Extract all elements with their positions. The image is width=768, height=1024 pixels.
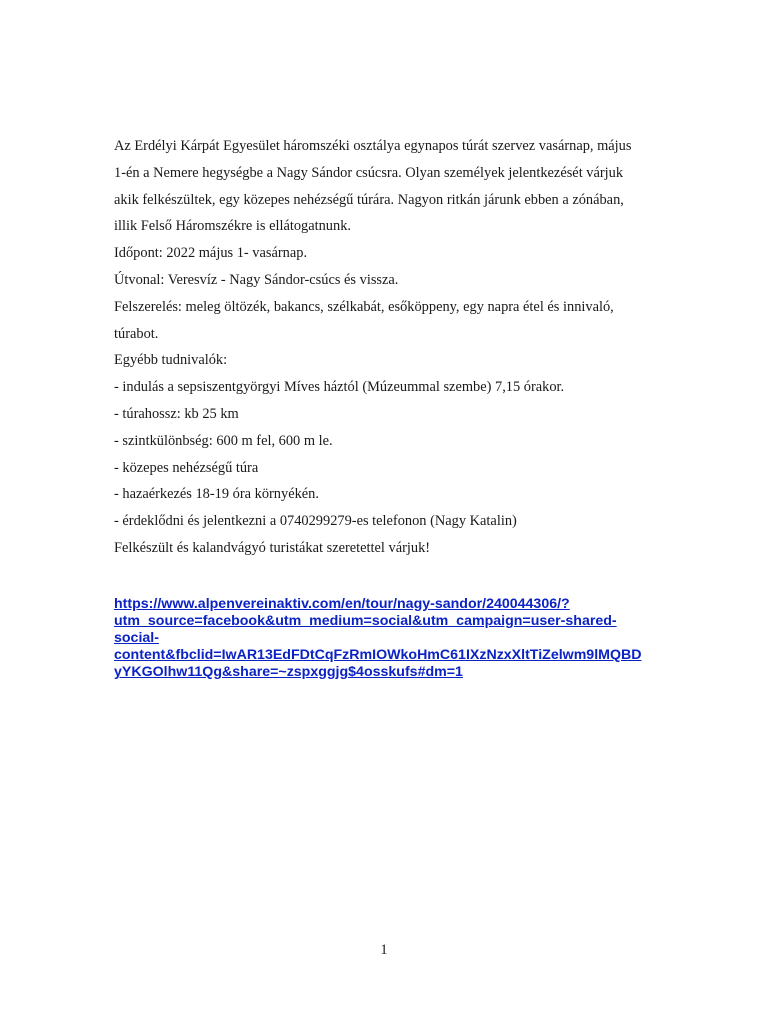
- intro-line: akik felkészültek, egy közepes nehézségű túrára. Nagyon ritkán járunk ebben a zónában,: [114, 191, 624, 208]
- tour-link-line[interactable]: https://www.alpenvereinaktiv.com/en/tour/nagy-sandor/240044306/?: [114, 596, 570, 612]
- tour-link-line[interactable]: utm_source=facebook&utm_medium=social&utm_campaign=user-shared-: [114, 613, 617, 629]
- info-item-contact: - érdeklődni és jelentkezni a 0740299279-es telefonon (Nagy Katalin): [114, 513, 517, 530]
- tour-link-line[interactable]: yYKGOlhw11Qg&share=~zspxggjg$4osskufs#dm=1: [114, 664, 463, 680]
- equipment-line: túrabot.: [114, 325, 159, 342]
- info-item-return: - hazaérkezés 18-19 óra környékén.: [114, 486, 319, 503]
- equipment-paragraph: [114, 294, 664, 348]
- intro-line: Az Erdélyi Kárpát Egyesület háromszéki osztálya egynapos túrát szervez vasárnap, május: [114, 138, 632, 154]
- body-text: [114, 133, 664, 562]
- page-number: 1: [380, 942, 388, 958]
- closing-line: Felkészült és kalandvágyó turistákat szeretettel várjuk!: [114, 539, 431, 556]
- date-line: Időpont: 2022 május 1- vasárnap.: [114, 245, 308, 262]
- info-item-elevation: - szintkülönbség: 600 m fel, 600 m le.: [114, 432, 333, 449]
- tour-link-line[interactable]: content&fbclid=IwAR13EdFDtCqFzRmIOWkoHmC61IXzNzxXltTiZelwm9lMQBD: [114, 647, 642, 663]
- info-item-departure: - indulás a sepsiszentgyörgyi Míves háztól (Múzeummal szembe) 7,15 órakor.: [114, 379, 565, 396]
- intro-paragraph: [114, 133, 664, 240]
- tour-link-line[interactable]: social-: [114, 630, 159, 646]
- equipment-line: Felszerelés: meleg öltözék, bakancs, szélkabát, esőköppeny, egy napra étel és innivaló,: [114, 298, 614, 315]
- info-item-length: - túrahossz: kb 25 km: [114, 405, 239, 422]
- route-line: Útvonal: Veresvíz - Nagy Sándor-csúcs és vissza.: [114, 271, 399, 288]
- intro-line: 1-én a Nemere hegységbe a Nagy Sándor csúcsra. Olyan személyek jelentkezését várjuk: [114, 164, 624, 181]
- other-info-heading: Egyébb tudnivalók:: [114, 352, 228, 369]
- info-item-difficulty: - közepes nehézségű túra: [114, 459, 259, 476]
- tour-link-block: [114, 596, 674, 681]
- intro-line: illik Felső Háromszékre is ellátogatnunk.: [114, 218, 351, 235]
